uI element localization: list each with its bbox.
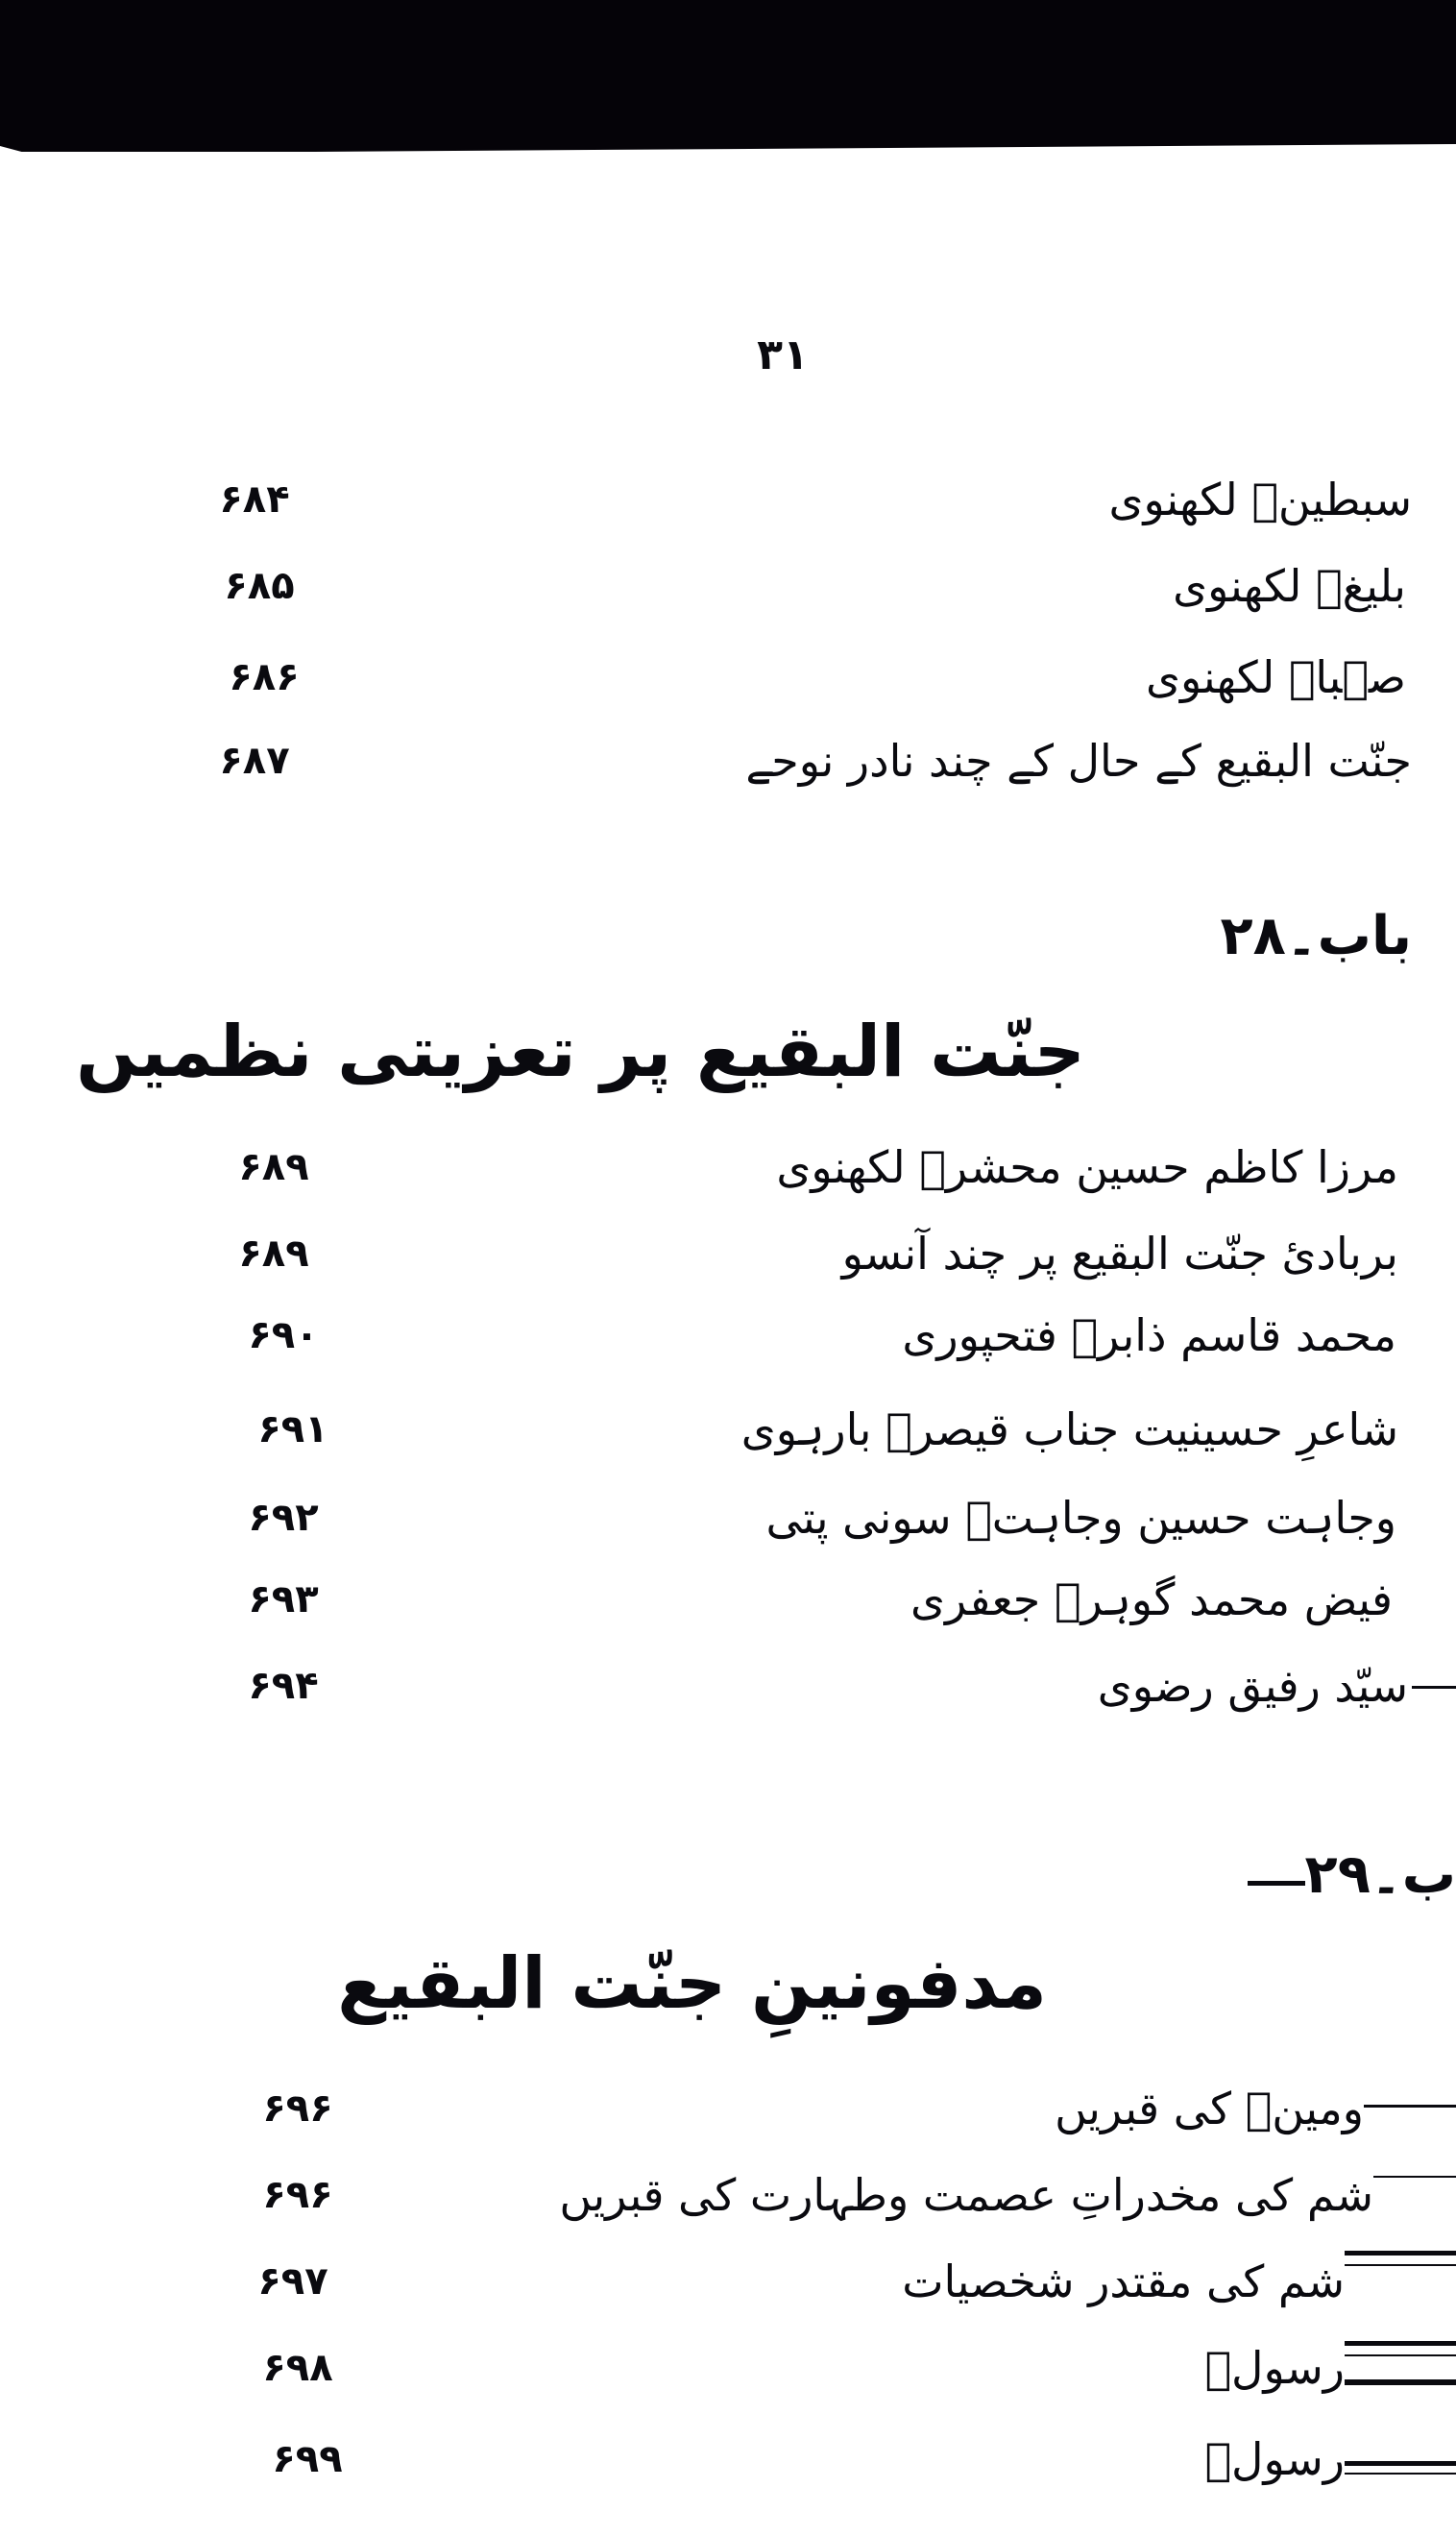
toc-entry-title: محمد قاسم ذابرؔ فتحپوری bbox=[902, 1309, 1396, 1361]
toc-entry-page: ۶۸۷ bbox=[219, 739, 290, 783]
toc-entry-title: ومینؑ کی قبریں bbox=[1055, 2083, 1364, 2134]
toc-entry[interactable] bbox=[0, 639, 1456, 716]
toc-entry-page: ۶۹۷ bbox=[257, 2259, 328, 2304]
toc-entry-title: شاعرِ حسینیت جناب قیصرؔ بارہوی bbox=[740, 1403, 1398, 1455]
toc-entry[interactable] bbox=[0, 2243, 1456, 2320]
toc-entry-title: صہباؔ لکھنوی bbox=[1145, 651, 1406, 703]
toc-entry-title: فیض محمد گوہرؔ جعفری bbox=[910, 1573, 1393, 1625]
toc-entry-page: ۶۹۶ bbox=[262, 2173, 333, 2217]
toc-entry-title: رسولؐ bbox=[1204, 2433, 1345, 2485]
toc-entry[interactable] bbox=[0, 1129, 1456, 1206]
toc-entry-page: ۶۸۴ bbox=[219, 477, 290, 522]
chapter-29-label-text: ب۔۲۹ bbox=[1304, 1843, 1456, 1906]
toc-entry-page: ۶۹۱ bbox=[257, 1407, 328, 1451]
toc-entry-title: شم کی مخدراتِ عصمت وطہارت کی قبریں bbox=[559, 2169, 1373, 2221]
toc-entry-title: سبطینؔ لکھنوی bbox=[1108, 474, 1412, 525]
toc-entry-title: شم کی مقتدر شخصیات bbox=[902, 2256, 1345, 2307]
toc-entry[interactable] bbox=[0, 1391, 1456, 1468]
toc-entry-title: بربادئ جنّت البقیع پر چند آنسو bbox=[841, 1228, 1398, 1280]
binding-cut-stroke bbox=[1345, 2354, 1456, 2356]
toc-entry-page: ۶۹۰ bbox=[248, 1313, 319, 1357]
toc-entry-page: ۶۸۵ bbox=[224, 564, 295, 608]
toc-entry[interactable] bbox=[0, 1479, 1456, 1556]
toc-entry-title: سیّد رفیق رضوی bbox=[1097, 1660, 1408, 1712]
toc-entry[interactable] bbox=[0, 2329, 1456, 2406]
scan-top-black-band bbox=[0, 0, 1456, 152]
toc-entry[interactable] bbox=[0, 1647, 1456, 1724]
toc-entry[interactable] bbox=[0, 1215, 1456, 1292]
toc-entry[interactable] bbox=[0, 722, 1456, 799]
toc-entry-title: مرزا کاظم حسین محشرؔ لکھنوی bbox=[776, 1141, 1398, 1193]
binding-cut-stroke bbox=[1364, 2105, 1456, 2108]
toc-entry[interactable] bbox=[0, 2157, 1456, 2233]
binding-cut-stroke bbox=[1345, 2473, 1456, 2475]
toc-entry-page: ۶۹۴ bbox=[248, 1664, 319, 1708]
toc-entry-title: رسولؐ bbox=[1204, 2342, 1345, 2394]
toc-entry-page: ۶۹۹ bbox=[272, 2437, 343, 2481]
toc-entry-title: وجاہت حسین وجاہتؔ سونی پتی bbox=[765, 1492, 1396, 1544]
binding-cut-stroke bbox=[1345, 2264, 1456, 2266]
toc-entry-page: ۶۸۹ bbox=[238, 1231, 309, 1276]
binding-cut-stroke bbox=[1345, 2251, 1456, 2256]
toc-entry-page: ۶۹۳ bbox=[248, 1577, 319, 1622]
chapter-28-label: باب۔۲۸ bbox=[1220, 905, 1412, 967]
toc-entry-title: بلیغؔ لکھنوی bbox=[1173, 560, 1406, 612]
toc-entry[interactable] bbox=[0, 2421, 1456, 2498]
toc-entry-page: ۶۹۸ bbox=[262, 2346, 333, 2390]
chapter-29-label bbox=[1248, 1837, 1456, 1914]
binding-cut-stroke bbox=[1412, 1686, 1456, 1689]
binding-cut-stroke bbox=[1345, 2461, 1456, 2466]
binding-cut-stroke bbox=[1248, 1881, 1305, 1886]
toc-entry-page: ۶۸۶ bbox=[229, 655, 300, 699]
toc-entry-title: جنّت البقیع کے حال کے چند نادر نوحے bbox=[745, 735, 1412, 787]
toc-entry[interactable] bbox=[0, 548, 1456, 624]
chapter-28-title: جنّت البقیع پر تعزیتی نظمیں bbox=[76, 1011, 1085, 1093]
page-number: ۳۱ bbox=[757, 330, 809, 379]
toc-entry[interactable] bbox=[0, 2070, 1456, 2147]
toc-entry-page: ۶۹۲ bbox=[248, 1496, 319, 1540]
toc-entry-page: ۶۸۹ bbox=[238, 1145, 309, 1189]
toc-entry[interactable] bbox=[0, 1561, 1456, 1638]
toc-entry-page: ۶۹۶ bbox=[262, 2086, 333, 2131]
chapter-29-title: مدفونینِ جنّت البقیع bbox=[337, 1942, 1047, 2025]
binding-cut-stroke bbox=[1373, 2176, 1456, 2178]
binding-cut-stroke bbox=[1345, 2341, 1456, 2346]
binding-cut-stroke bbox=[1345, 2379, 1456, 2385]
toc-entry[interactable] bbox=[0, 1297, 1456, 1374]
toc-entry[interactable] bbox=[0, 461, 1456, 538]
